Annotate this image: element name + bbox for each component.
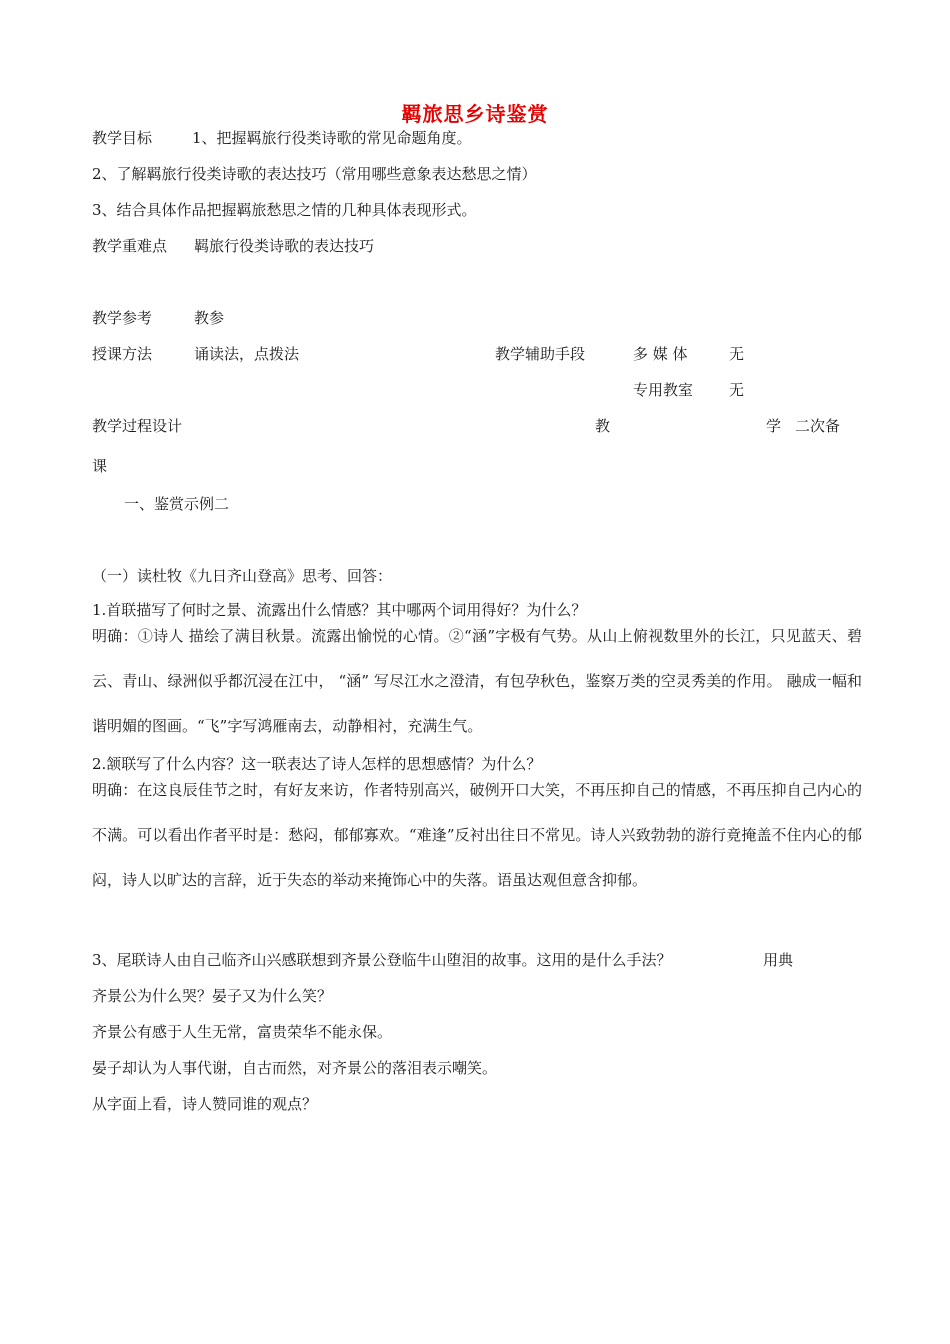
question-3-answer: 用典 [763,951,794,969]
method-label: 授课方法 [92,345,153,363]
multimedia-label: 多 媒 体 [633,345,688,363]
answer-2: 明确：在这良辰佳节之时，有好友来访，作者特别高兴，破例开口大笑，不再压抑自己的情感，不再压抑自己内心的不满。可以看出作者平时是：愁闷，郁郁寡欢。“难逢”反衬出往日不常见。诗人兴致勃勃的游行竟掩盖不住内心的郁闷，诗人以旷达的言辞，近于失态的举动来掩饰心中的失落。语虽达观但意含抑郁。 [92,781,862,889]
section-heading: 一、鉴赏示例二 [124,495,230,513]
multimedia-value: 无 [729,345,745,363]
question-3: 3、尾联诗人由自己临齐山兴感联想到齐景公登临牛山堕泪的故事。这用的是什么手法？ [92,951,672,969]
objective-item-3: 3、结合具体作品把握羁旅愁思之情的几种具体表现形式。 [92,201,477,219]
subsection-heading: （一）读杜牧《九日齐山登高》思考、回答： [92,567,393,585]
question-4: 齐景公为什么哭？晏子又为什么笑？ [92,987,333,1005]
objective-item-2: 2、了解羁旅行役类诗歌的表达技巧（常用哪些意象表达愁思之情） [92,165,537,183]
key-points-label: 教学重难点 [92,237,168,255]
objectives-label: 教学目标 [92,129,153,147]
question-5: 从字面上看，诗人赞同谁的观点？ [92,1095,318,1113]
reference-label: 教学参考 [92,309,153,327]
answer-4b: 晏子却认为人事代谢，自古而然，对齐景公的落泪表示嘲笑。 [92,1059,498,1077]
process-col-prep: 二次备 [795,417,841,435]
question-1: 1.首联描写了何时之景、流露出什么情感？其中哪两个词用得好？为什么？ [92,601,587,619]
key-points-value: 羁旅行役类诗歌的表达技巧 [194,237,375,255]
process-col-teach: 教 [595,417,611,435]
classroom-value: 无 [729,381,745,399]
classroom-label: 专用教室 [633,381,694,399]
question-2: 2.颔联写了什么内容？这一联表达了诗人怎样的思想感情？为什么？ [92,755,542,773]
reference-value: 教参 [194,309,225,327]
answer-1: 明确：①诗人 描绘了满目秋景。流露出愉悦的心情。②“涵”字极有气势。从山上俯视数里外的长江，只见蓝天、碧云、青山、绿洲似乎都沉浸在江中， “涵” 写尽江水之澄清，有包孕秋色，鉴察万类的空灵秀美的作用。 融成一幅和谐明媚的图画。“飞”字写鸿雁南去，动静相衬，充满生气。 [92,627,862,735]
answer-4a: 齐景公有感于人生无常，富贵荣华不能永保。 [92,1023,393,1041]
document-title: 羁旅思乡诗鉴赏 [401,102,549,126]
process-col-prep-cont: 课 [92,457,108,475]
objective-item-1: 1、把握羁旅行役类诗歌的常见命题角度。 [192,129,472,147]
method-value: 诵读法，点拨法 [194,345,300,363]
aids-label: 教学辅助手段 [495,345,586,363]
process-col-learn: 学 [766,417,782,435]
process-label: 教学过程设计 [92,417,183,435]
